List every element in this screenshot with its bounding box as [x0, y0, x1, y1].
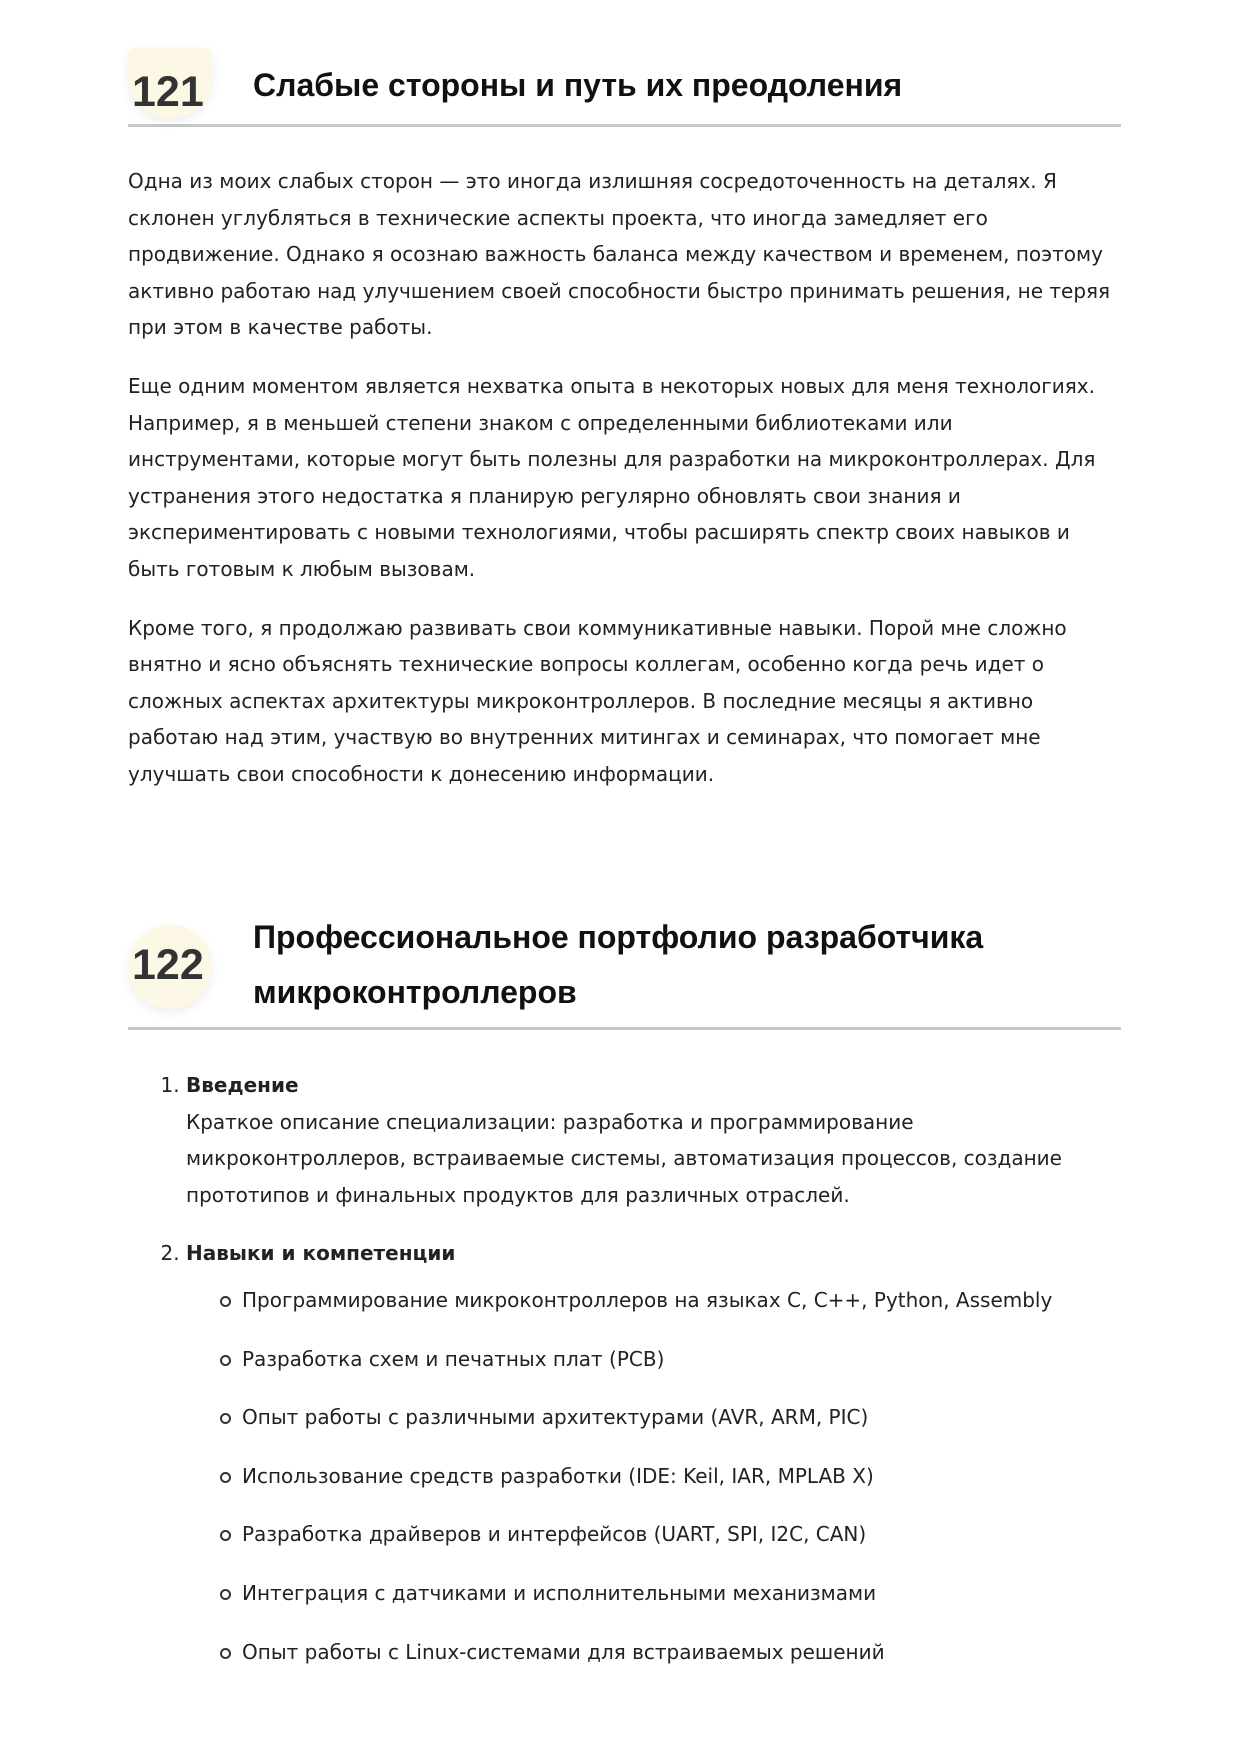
- bullet-item: Интеграция с датчиками и исполнительными механизмами: [220, 1575, 1121, 1612]
- section-number-badge: 121: [128, 48, 212, 118]
- list-item: [186, 1067, 1121, 1213]
- section-title: Профессиональное портфолио разработчика микроконтроллеров: [253, 919, 984, 1010]
- section-number-badge: 122: [128, 925, 212, 1009]
- bullet-item: Использование средств разработки (IDE: Keil, IAR, MPLAB X): [220, 1458, 1121, 1495]
- section-121: [128, 50, 1121, 815]
- item-text: Краткое описание специализации: разработка и программирование микроконтроллеров, встраиваемые системы, автоматизация процессов, создание прототипов и финальных продуктов для различных отраслей.: [186, 1109, 1062, 1207]
- paragraph: Еще одним моментом является нехватка опыта в некоторых новых для меня технологиях. Например, я в меньшей степени знаком с определенными библиотеками или инструментами, которые могут быть полезны для разработки на микроконтроллерах. Для устранения этого недостатка я планирую регулярно обновлять свои знания и экспериментировать с новыми технологиями, чтобы расширять спектр своих навыков и быть готовым к любым вызовам.: [128, 373, 1096, 581]
- section-title: Слабые стороны и путь их преодоления: [253, 67, 903, 103]
- skills-list: [186, 1282, 1121, 1670]
- portfolio-list: [128, 1067, 1121, 1670]
- paragraph: Одна из моих слабых сторон — это иногда излишняя сосредоточенность на деталях. Я склонен углубляться в технические аспекты проекта, что иногда замедляет его продвижение. Однако я осознаю важность баланса между качеством и временем, поэтому активно работаю над улучшением своей способности быстро принимать решения, не теряя при этом в качестве работы.: [128, 169, 1111, 340]
- item-heading: Введение: [186, 1073, 299, 1097]
- paragraph: Кроме того, я продолжаю развивать свои коммуникативные навыки. Порой мне сложно внятно и ясно объяснять технические вопросы коллегам, особенно когда речь идет о сложных аспектах архитектуры микроконтроллеров. В последние месяцы я активно работаю над этим, участвую во внутренних митингах и семинарах, что помогает мне улучшать свои способности к донесению информации.: [128, 615, 1067, 786]
- bullet-item: Программирование микроконтроллеров на языках C, C++, Python, Assembly: [220, 1282, 1121, 1319]
- section-header: [128, 50, 1121, 127]
- bullet-item: Разработка драйверов и интерфейсов (UART, SPI, I2C, CAN): [220, 1516, 1121, 1553]
- section-header: [128, 910, 1121, 1030]
- bullet-item: Опыт работы с различными архитектурами (AVR, ARM, PIC): [220, 1399, 1121, 1436]
- list-item: [186, 1235, 1121, 1670]
- item-heading: Навыки и компетенции: [186, 1241, 456, 1266]
- bullet-item: Разработка схем и печатных плат (PCB): [220, 1341, 1121, 1378]
- section-body: [128, 163, 1121, 793]
- section-122: [128, 910, 1121, 1692]
- bullet-item: Опыт работы с Linux-системами для встраиваемых решений: [220, 1634, 1121, 1671]
